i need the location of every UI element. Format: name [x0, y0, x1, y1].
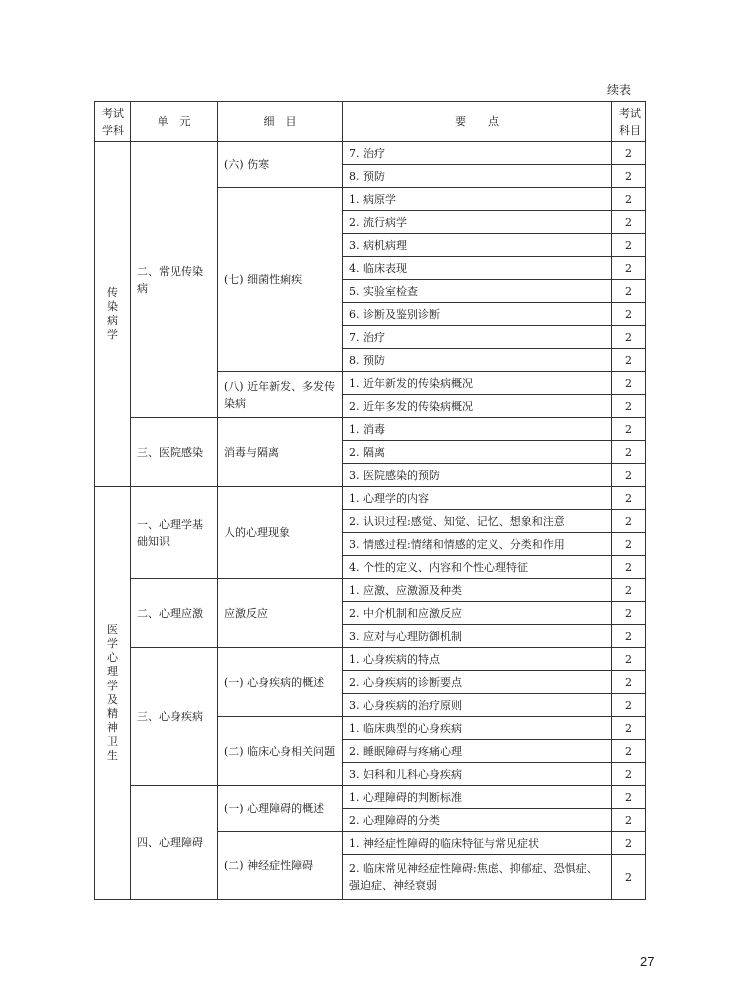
point-cell: 1. 应激、应激源及种类 [343, 579, 612, 602]
unit-cell: 二、心理应激 [131, 579, 218, 648]
header-unit: 单 元 [131, 102, 218, 142]
header-subject: 考试学科 [95, 102, 131, 142]
level-cell: 2 [612, 510, 646, 533]
table-caption: 续表 [607, 83, 632, 97]
level-cell: 2 [612, 717, 646, 740]
level-cell: 2 [612, 441, 646, 464]
table-row [95, 786, 646, 809]
item-cell: 人的心理现象 [218, 487, 343, 579]
level-cell: 2 [612, 188, 646, 211]
point-cell: 3. 病机病理 [343, 234, 612, 257]
item-cell: (二) 临床心身相关问题 [218, 717, 343, 786]
level-cell: 2 [612, 579, 646, 602]
syllabus-table [94, 101, 646, 900]
level-cell: 2 [612, 257, 646, 280]
point-cell: 1. 临床典型的心身疾病 [343, 717, 612, 740]
level-cell: 2 [612, 418, 646, 441]
level-cell: 2 [612, 142, 646, 165]
level-cell: 2 [612, 625, 646, 648]
item-cell: (一) 心身疾病的概述 [218, 648, 343, 717]
level-cell: 2 [612, 280, 646, 303]
unit-cell: 三、心身疾病 [131, 648, 218, 786]
item-cell: (六) 伤寒 [218, 142, 343, 188]
level-cell: 2 [612, 694, 646, 717]
point-cell: 5. 实验室检查 [343, 280, 612, 303]
table-row [95, 648, 646, 671]
point-cell: 8. 预防 [343, 349, 612, 372]
point-cell: 2. 睡眠障碍与疼痛心理 [343, 740, 612, 763]
table-row [95, 418, 646, 441]
level-cell: 2 [612, 303, 646, 326]
point-cell: 3. 妇科和儿科心身疾病 [343, 763, 612, 786]
point-cell: 2. 临床常见神经症性障碍:焦虑、抑郁症、恐惧症、强迫症、神经衰弱 [343, 855, 612, 900]
level-cell: 2 [612, 326, 646, 349]
unit-cell: 一、心理学基础知识 [131, 487, 218, 579]
point-cell: 1. 病原学 [343, 188, 612, 211]
header-item: 细 目 [218, 102, 343, 142]
level-cell: 2 [612, 211, 646, 234]
level-cell: 2 [612, 602, 646, 625]
table-row [95, 579, 646, 602]
level-cell: 2 [612, 855, 646, 900]
level-cell: 2 [612, 533, 646, 556]
item-cell: 应激反应 [218, 579, 343, 648]
point-cell: 7. 治疗 [343, 142, 612, 165]
point-cell: 1. 消毒 [343, 418, 612, 441]
point-cell: 1. 心理学的内容 [343, 487, 612, 510]
level-cell: 2 [612, 464, 646, 487]
point-cell: 1. 近年新发的传染病概况 [343, 372, 612, 395]
point-cell: 2. 心理障碍的分类 [343, 809, 612, 832]
point-cell: 2. 隔离 [343, 441, 612, 464]
point-cell: 7. 治疗 [343, 326, 612, 349]
unit-cell: 四、心理障碍 [131, 786, 218, 900]
unit-cell: 三、医院感染 [131, 418, 218, 487]
point-cell: 1. 心理障碍的判断标准 [343, 786, 612, 809]
point-cell: 4. 临床表现 [343, 257, 612, 280]
level-cell: 2 [612, 763, 646, 786]
page-number: 27 [640, 954, 655, 969]
header-level: 考试科目 [612, 102, 646, 142]
point-cell: 2. 中介机制和应激反应 [343, 602, 612, 625]
level-cell: 2 [612, 556, 646, 579]
point-cell: 8. 预防 [343, 165, 612, 188]
level-cell: 2 [612, 165, 646, 188]
point-cell: 1. 神经症性障碍的临床特征与常见症状 [343, 832, 612, 855]
point-cell: 3. 心身疾病的治疗原则 [343, 694, 612, 717]
point-cell: 3. 医院感染的预防 [343, 464, 612, 487]
level-cell: 2 [612, 395, 646, 418]
item-cell: (一) 心理障碍的概述 [218, 786, 343, 832]
level-cell: 2 [612, 740, 646, 763]
item-cell: 消毒与隔离 [218, 418, 343, 487]
subject-cell: 传染病学 [95, 142, 131, 487]
level-cell: 2 [612, 487, 646, 510]
point-cell: 6. 诊断及鉴别诊断 [343, 303, 612, 326]
level-cell: 2 [612, 832, 646, 855]
item-cell: (八) 近年新发、多发传染病 [218, 372, 343, 418]
item-cell: (二) 神经症性障碍 [218, 832, 343, 900]
item-cell: (七) 细菌性痢疾 [218, 188, 343, 372]
point-cell: 4. 个性的定义、内容和个性心理特征 [343, 556, 612, 579]
table-header-row [95, 102, 646, 142]
level-cell: 2 [612, 349, 646, 372]
subject-cell: 医学心理学及精神卫生 [95, 487, 131, 900]
unit-cell: 二、常见传染病 [131, 142, 218, 418]
point-cell: 1. 心身疾病的特点 [343, 648, 612, 671]
point-cell: 3. 应对与心理防御机制 [343, 625, 612, 648]
table-row [95, 487, 646, 510]
point-cell: 3. 情感过程:情绪和情感的定义、分类和作用 [343, 533, 612, 556]
point-cell: 2. 认识过程:感觉、知觉、记忆、想象和注意 [343, 510, 612, 533]
header-points: 要 点 [343, 102, 612, 142]
table-row [95, 142, 646, 165]
level-cell: 2 [612, 234, 646, 257]
level-cell: 2 [612, 786, 646, 809]
level-cell: 2 [612, 671, 646, 694]
level-cell: 2 [612, 809, 646, 832]
point-cell: 2. 近年多发的传染病概况 [343, 395, 612, 418]
point-cell: 2. 流行病学 [343, 211, 612, 234]
level-cell: 2 [612, 648, 646, 671]
level-cell: 2 [612, 372, 646, 395]
point-cell: 2. 心身疾病的诊断要点 [343, 671, 612, 694]
